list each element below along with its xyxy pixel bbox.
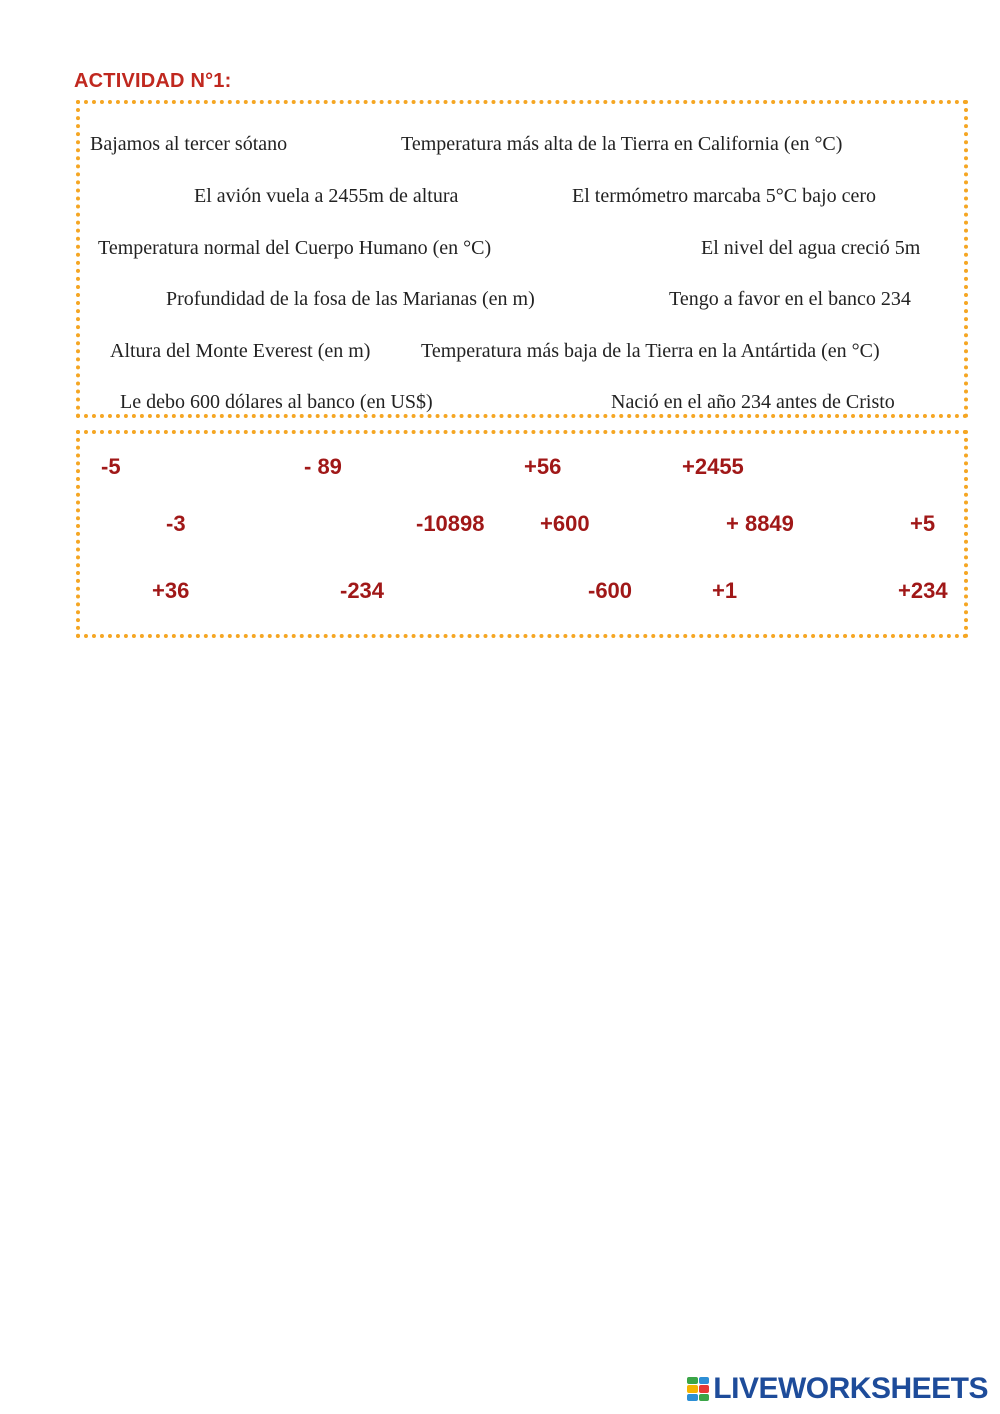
value-item[interactable]: +36 [152, 578, 190, 603]
value-item[interactable]: + 8849 [726, 511, 794, 536]
statement-item[interactable]: Profundidad de la fosa de las Marianas (en m) [166, 288, 535, 310]
liveworksheets-wordmark: LIVEWORKSHEETS [713, 1372, 988, 1405]
statement-item[interactable]: Tengo a favor en el banco 234 [669, 288, 911, 310]
values-box [76, 430, 968, 638]
value-item[interactable]: -3 [166, 511, 186, 536]
statement-item[interactable]: Bajamos al tercer sótano [90, 133, 288, 155]
value-item[interactable]: -234 [340, 578, 385, 603]
value-item[interactable]: +600 [540, 511, 590, 536]
liveworksheets-logo-icon [687, 1377, 709, 1401]
value-item[interactable]: +5 [910, 511, 936, 536]
value-item[interactable]: -600 [588, 578, 633, 603]
statement-item[interactable]: Temperatura más baja de la Tierra en la Antártida (en °C) [421, 340, 880, 362]
statement-item[interactable]: Temperatura más alta de la Tierra en California (en °C) [401, 133, 843, 155]
statement-item[interactable]: El termómetro marcaba 5°C bajo cero [572, 185, 876, 207]
value-item[interactable]: +234 [898, 578, 948, 603]
value-item[interactable]: - 89 [304, 454, 342, 479]
statement-item[interactable]: Temperatura normal del Cuerpo Humano (en °C) [98, 237, 492, 259]
statement-item[interactable]: Altura del Monte Everest (en m) [110, 340, 371, 362]
statement-item[interactable]: Le debo 600 dólares al banco (en US$) [120, 391, 433, 413]
value-item[interactable]: +1 [712, 578, 738, 603]
value-item[interactable]: -5 [101, 454, 121, 479]
value-item[interactable]: -10898 [416, 511, 485, 536]
statement-item[interactable]: Nació en el año 234 antes de Cristo [611, 391, 895, 413]
value-item[interactable]: +56 [524, 454, 562, 479]
liveworksheets-brand [687, 1374, 988, 1404]
activity-title: ACTIVIDAD N°1: [74, 70, 232, 92]
value-item[interactable]: +2455 [682, 454, 744, 479]
statement-item[interactable]: El avión vuela a 2455m de altura [194, 185, 459, 207]
statement-item[interactable]: El nivel del agua creció 5m [701, 237, 921, 259]
